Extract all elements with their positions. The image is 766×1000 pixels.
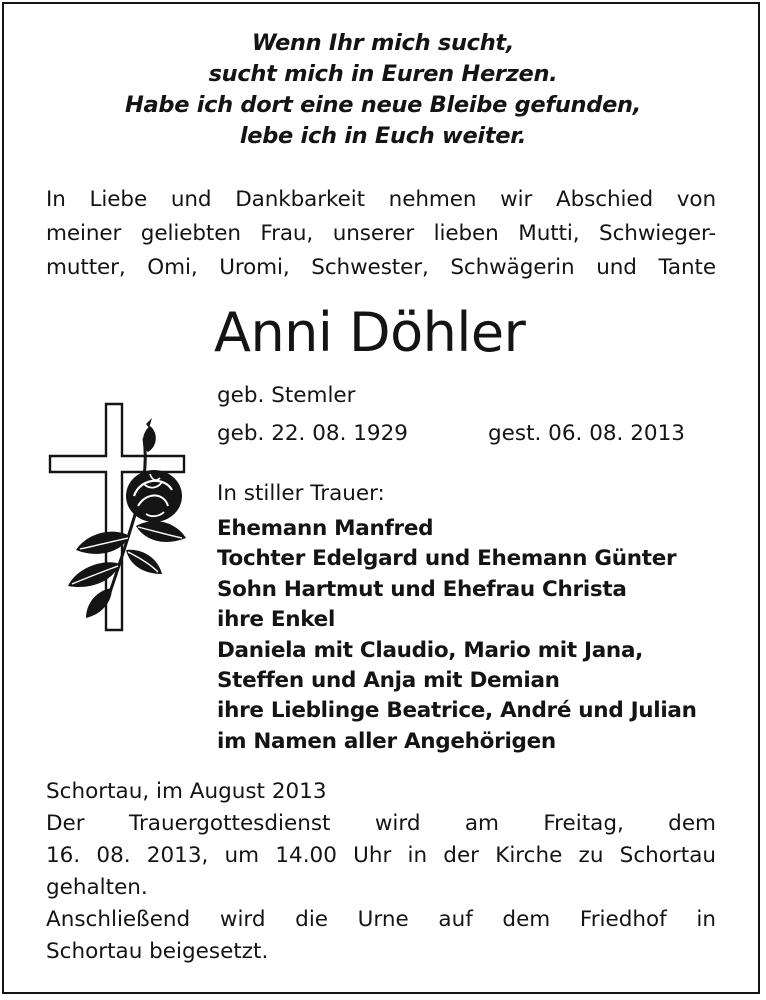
quote-line: Habe ich dort eine neue Bleibe gefunden, xyxy=(125,92,641,118)
service-info xyxy=(46,776,716,968)
mourner-line: Sohn Hartmut und Ehefrau Christa xyxy=(217,576,627,602)
mourner-line: Tochter Edelgard und Ehemann Günter xyxy=(217,546,677,572)
service-line: Der Trauergottesdienst wird am Freitag, dem xyxy=(46,811,716,836)
farewell-line: mutter, Omi, Uromi, Schwester, Schwägerin und Tante xyxy=(46,255,716,280)
service-line: gehalten. xyxy=(46,875,148,900)
mourner-line: Steffen und Anja mit Demian xyxy=(217,668,560,694)
farewell-line: meiner geliebten Frau, unserer lieben Mutti, Schwieger- xyxy=(46,221,716,246)
farewell-text xyxy=(46,183,716,285)
maiden-name: geb. Stemler xyxy=(217,383,356,408)
mourner-line: Daniela mit Claudio, Mario mit Jana, xyxy=(217,637,644,663)
burial-line: Schortau beigesetzt. xyxy=(46,939,269,964)
cross-with-rose-icon xyxy=(46,398,196,638)
memorial-quote xyxy=(0,28,766,152)
service-line: 16. 08. 2013, um 14.00 Uhr in der Kirche zu Schortau xyxy=(46,843,716,868)
mourners-list xyxy=(217,514,697,757)
quote-line: Wenn Ihr mich sucht, xyxy=(251,30,515,56)
farewell-line: In Liebe und Dankbarkeit nehmen wir Abschied von xyxy=(46,187,716,212)
mourner-line: ihre Enkel xyxy=(217,607,336,633)
quote-line: lebe ich in Euch weiter. xyxy=(239,123,527,149)
mourner-line: im Namen aller Angehörigen xyxy=(217,728,556,754)
mourners-heading: In stiller Trauer: xyxy=(217,481,385,506)
birth-date: geb. 22. 08. 1929 xyxy=(217,421,408,446)
quote-line: sucht mich in Euren Herzen. xyxy=(208,61,558,87)
death-date: gest. 06. 08. 2013 xyxy=(488,421,685,446)
deceased-name: Anni Döhler xyxy=(214,301,526,364)
mourner-line: Ehemann Manfred xyxy=(217,516,434,541)
place-date: Schortau, im August 2013 xyxy=(46,779,327,804)
mourner-line: ihre Lieblinge Beatrice, André und Julian xyxy=(217,698,697,724)
burial-line: Anschließend wird die Urne auf dem Friedhof in xyxy=(46,907,716,932)
